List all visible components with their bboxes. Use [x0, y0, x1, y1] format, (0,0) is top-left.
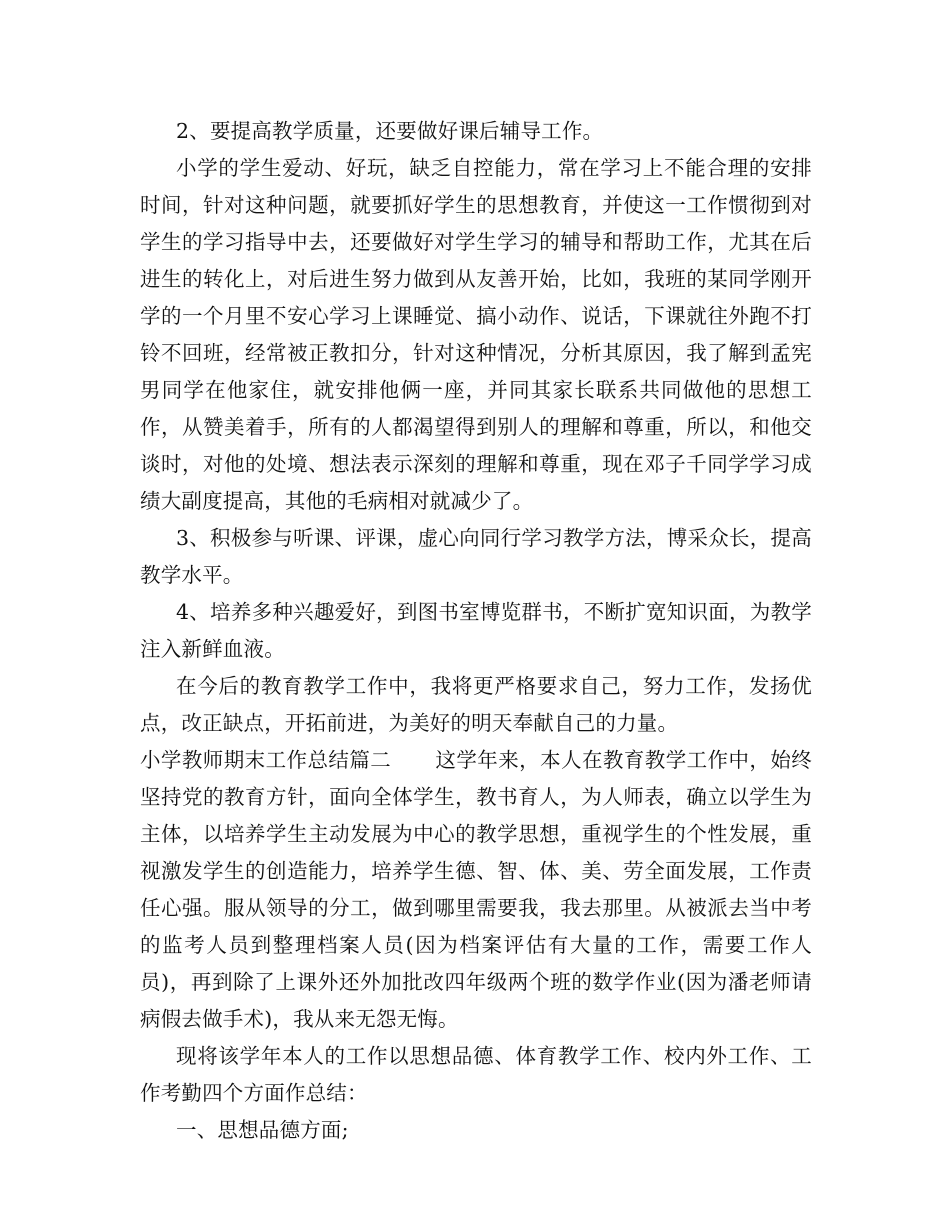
paragraph-after-school-tutoring: 小学的学生爱动、好玩，缺乏自控能力，常在学习上不能合理的安排时间，针对这种问题，就要抓好学生的思想教育，并使这一工作惯彻到对学生的学习指导中去，还要做好对学生学习的辅导和帮助工作，尤其在后进生的转化上，对后进生努力做到从友善开始，比如，我班的某同学刚开学的一个月里不安心学习上课睡觉、搞小动作、说话，下课就往外跑不打铃不回班，经常被正教扣分，针对这种情况，分析其原因，我了解到孟宪男同学在他家住，就安排他俩一座，并同其家长联系共同做他的思想工作，从赞美着手，所有的人都渴望得到别人的理解和尊重，所以，和他交谈时，对他的处境、想法表示深刻的理解和尊重，现在邓子千同学学习成绩大副度提高，其他的毛病相对就减少了。	[140, 156, 812, 513]
document-body	[140, 113, 812, 1149]
paragraph-item-2: 2、要提高教学质量，还要做好课后辅导工作。	[176, 119, 604, 143]
section-intro: 这学年来，本人在教育教学工作中，始终坚持党的教育方针，面向全体学生，教书育人，为人师表，确立以学生为主体，以培养学生主动发展为中心的教学思想，重视学生的个性发展，重视激发学生的创造能力，培养学生德、智、体、美、劳全面发展，工作责任心强。服从领导的分工，做到哪里需要我，我去那里。从被派去当中考的监考人员到整理档案人员(因为档案评估有大量的工作，需要工作人员)，再到除了上课外还外加批改四年级两个班的数学作业(因为潘老师请病假去做手术)，我从来无怨无悔。	[140, 748, 812, 1031]
summary-paragraph: 现将该学年本人的工作以思想品德、体育教学工作、校内外工作、工作考勤四个方面作总结：	[140, 1044, 812, 1105]
section-two-paragraph	[140, 742, 812, 1038]
section-title: 小学教师期末工作总结篇二	[140, 748, 392, 772]
subheading-moral-character: 一、思想品德方面;	[176, 1118, 349, 1142]
paragraph-item-3: 3、积极参与听课、评课，虚心向同行学习教学方法，博采众长，提高教学水平。	[140, 526, 812, 587]
paragraph-item-4: 4、培养多种兴趣爱好，到图书室博览群书，不断扩宽知识面，为教学注入新鲜血液。	[140, 600, 812, 661]
paragraph-future-outlook: 在今后的教育教学工作中，我将更严格要求自己，努力工作，发扬优点，改正缺点，开拓前进，为美好的明天奉献自己的力量。	[140, 674, 812, 735]
